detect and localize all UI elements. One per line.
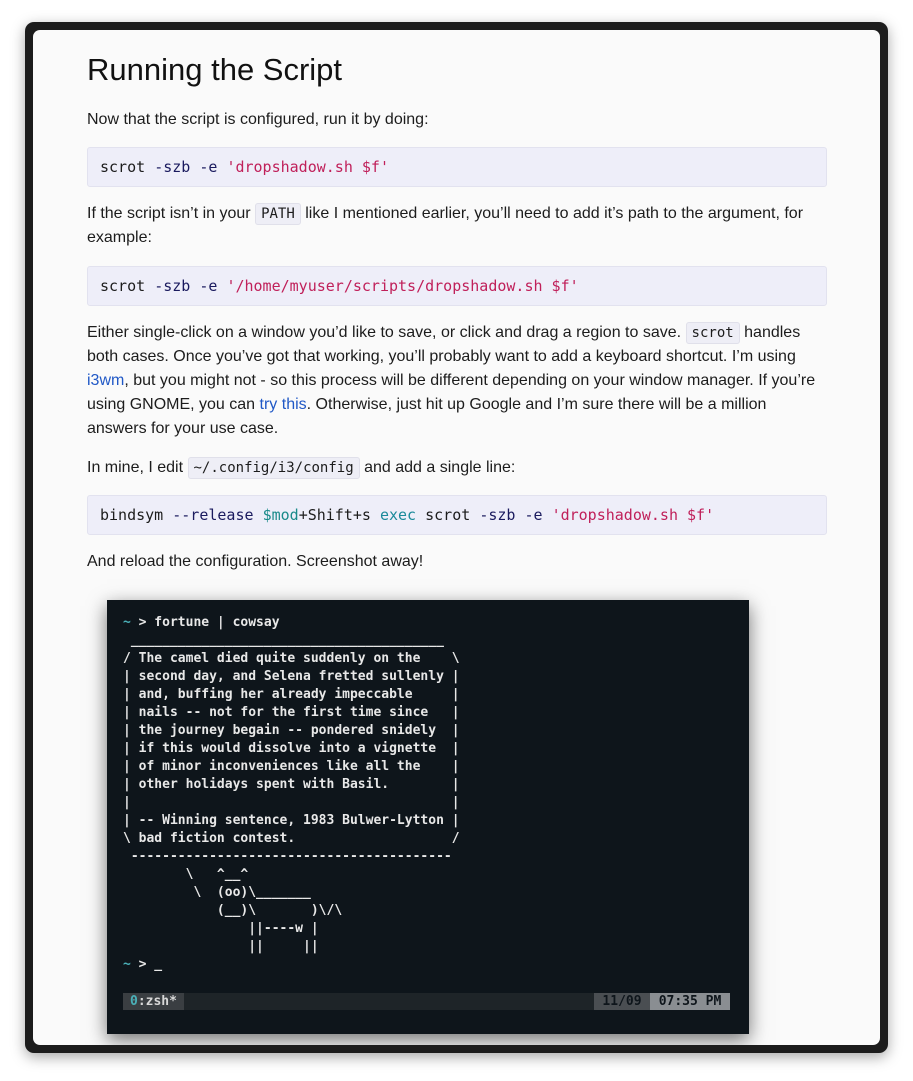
terminal-screenshot (107, 600, 749, 1034)
intro-paragraph: Now that the script is configured, run it by doing: (87, 111, 429, 128)
code-var: $mod (262, 506, 299, 524)
tmux-window-number: 0 (130, 994, 138, 1009)
terminal-text (123, 614, 460, 974)
try-this-link[interactable]: try this (259, 396, 307, 413)
code-exec: exec (379, 506, 417, 524)
tmux-status-bar (123, 993, 730, 1010)
config-paragraph (87, 456, 827, 480)
usage-text-1: Either single-click on a window you’d like to save, or click and drag a region to save. (87, 324, 682, 341)
page-title: Running the Script (87, 52, 343, 87)
code-arg: '/home/myuser/scripts/dropshadow.sh $f' (226, 277, 579, 295)
terminal-command: > fortune | cowsay (138, 615, 280, 630)
inline-code-config-path: ~/.config/i3/config (188, 457, 360, 479)
code-cmd: scrot (100, 158, 146, 176)
usage-text-4: . Otherwise, just hit up Google and I’m sure there will be a million answers for your use case. (87, 396, 767, 437)
code-flags: -szb -e (154, 277, 218, 295)
code-cmd: scrot (100, 277, 146, 295)
prompt-tilde-2: ~ (123, 957, 131, 972)
inline-code-scrot: scrot (686, 322, 740, 344)
inline-code-path: PATH (255, 203, 301, 225)
code-cmd: bindsym (100, 506, 164, 524)
code-arg: 'dropshadow.sh $f' (551, 506, 715, 524)
page-viewport (33, 30, 880, 1045)
usage-text-3: , but you might not - so this process will be different depending on your window manager. If you’re using GNOME, you can (87, 372, 816, 413)
usage-paragraph (87, 321, 827, 441)
tmux-time: 07:35 PM (650, 993, 730, 1010)
browser-window (25, 22, 888, 1053)
path-text-before: If the script isn’t in your (87, 205, 251, 222)
tmux-window-tab (123, 993, 184, 1010)
usage-text-2: handles both cases. Once you’ve got that working, you’ll probably want to add a keyboard shortcut. I’m using (87, 324, 801, 365)
code-cmd2: scrot (425, 506, 471, 524)
code-flags: -szb -e (479, 506, 543, 524)
code-keys: +Shift+s (298, 506, 371, 524)
terminal-prompt-cursor: > _ (138, 957, 163, 972)
code-block-scrot (87, 147, 827, 187)
prompt-tilde: ~ (123, 615, 131, 630)
cowsay-output: ________________________________________ / The camel died quite suddenly on the \ | second day, and Selena fretted sullenly | | and, buffing her already impeccable | | nails -- not for the first time since | | the journey begain -- pondered snidely | | if this would dissolve into a vignette | | of minor inconveniences like all the | | other holidays spent with Basil. | | | | -- Winning sentence, 1983 Bulwer-Lytton | \ bad fiction contest. / ----------------------------------------- \ ^__^ \ (oo)\_______ (__)\ )\/\ ||----w | || || (123, 633, 460, 954)
path-text-after: like I mentioned earlier, you’ll need to add it’s path to the argument, for example: (87, 205, 804, 246)
path-paragraph (87, 202, 827, 250)
code-block-bindsym (87, 495, 827, 535)
config-text-after: and add a single line: (364, 459, 516, 476)
code-arg: 'dropshadow.sh $f' (226, 158, 389, 176)
tmux-window-name: :zsh* (137, 994, 177, 1009)
config-text-before: In mine, I edit (87, 459, 184, 476)
tmux-date: 11/09 (594, 993, 650, 1010)
code-flag: --release (172, 506, 254, 524)
code-block-scrot-fullpath (87, 266, 827, 306)
i3wm-link[interactable]: i3wm (87, 372, 125, 389)
code-flags: -szb -e (154, 158, 218, 176)
reload-paragraph: And reload the configuration. Screenshot away! (87, 553, 424, 570)
